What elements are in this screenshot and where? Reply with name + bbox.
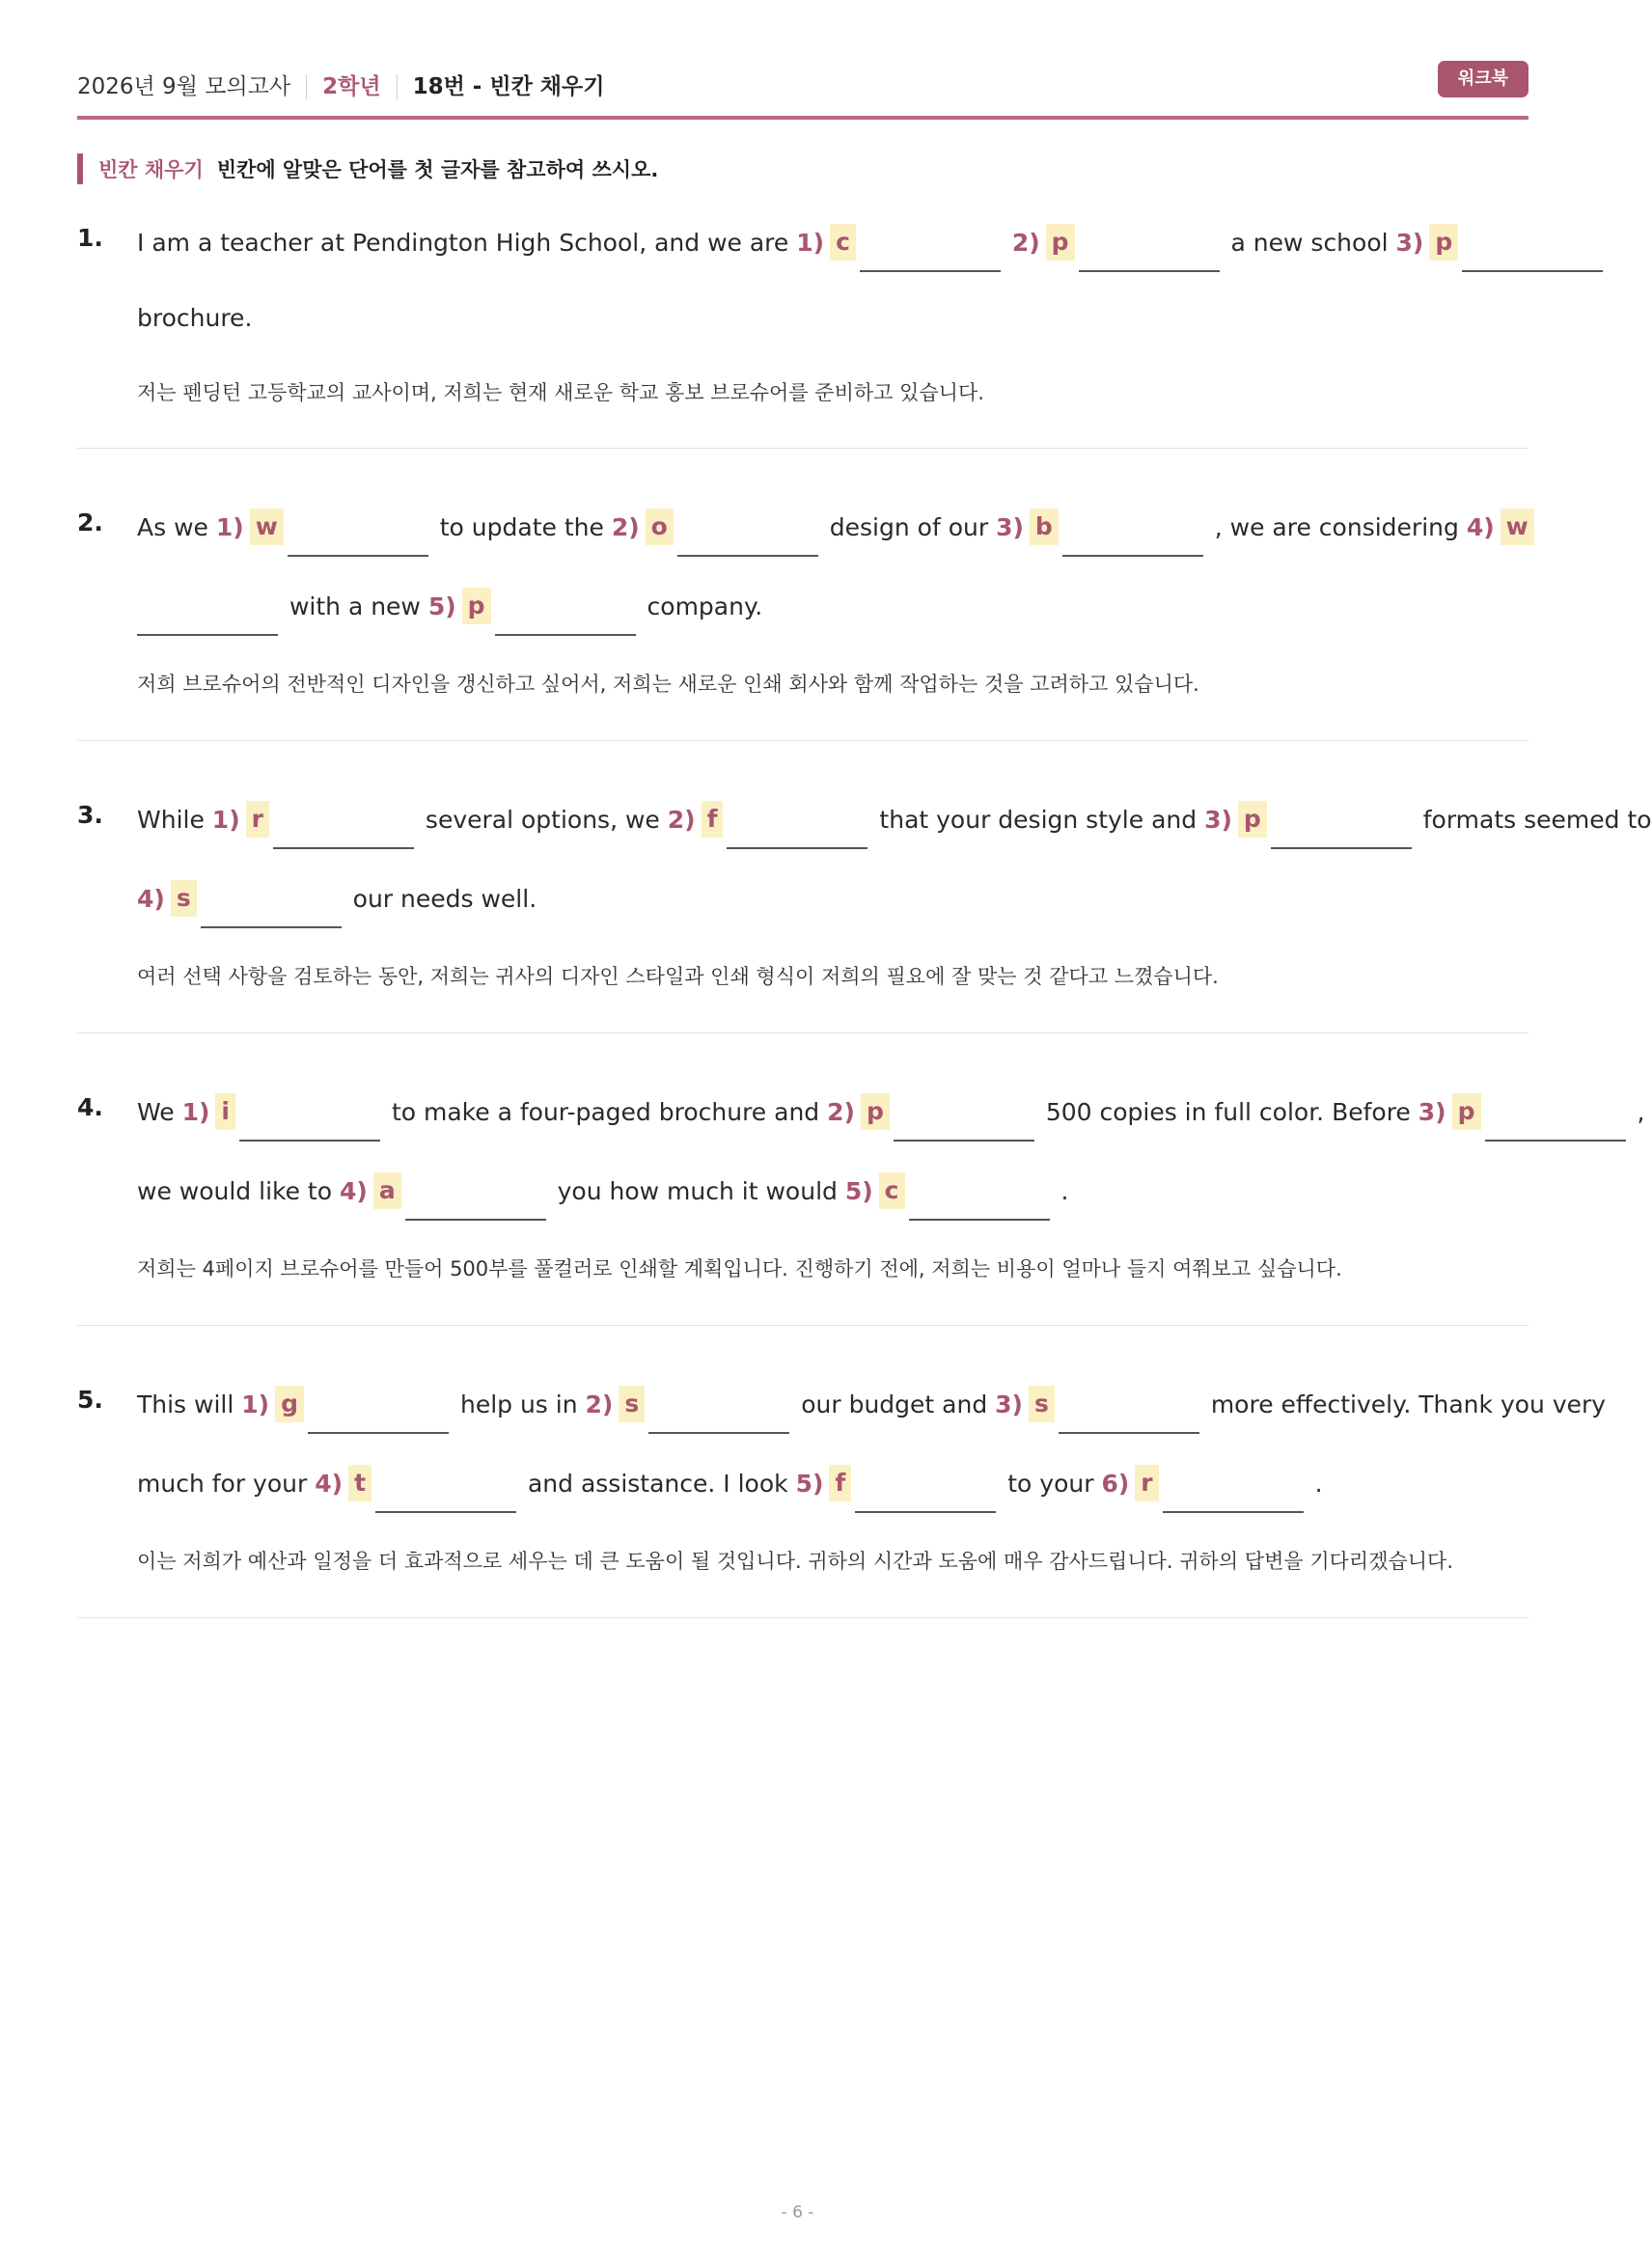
exam-title: 2026년 9월 모의고사 [77, 74, 291, 99]
answer-blank[interactable] [288, 509, 428, 557]
first-letter-hint: o [646, 509, 674, 545]
answer-blank[interactable] [1059, 1386, 1199, 1434]
sentence-text: This will [137, 1390, 234, 1418]
first-letter-hint: c [830, 224, 856, 261]
first-letter-hint: s [171, 880, 197, 917]
sentence-text: . [1314, 1470, 1323, 1498]
first-letter-hint: s [1029, 1386, 1055, 1422]
question-item-2 [77, 509, 1528, 741]
sentence-text: company. [647, 592, 763, 620]
question-line [137, 299, 252, 338]
korean-translation: 저희는 4페이지 브로슈어를 만들어 500부를 풀컬러로 인쇄할 계획입니다. 진행하기 전에, 저희는 비용이 얼마나 들지 여쭤보고 싶습니다. [137, 1257, 1342, 1280]
blank-marker: 5) [427, 592, 456, 620]
question-line [137, 880, 537, 928]
question-item-3 [77, 801, 1652, 1033]
sentence-text: We [137, 1098, 175, 1126]
sentence-text: our needs well. [352, 885, 537, 913]
sentence-text: As we [137, 513, 208, 541]
first-letter-hint: i [215, 1093, 235, 1130]
sentence-text: more effectively. Thank you very [1210, 1390, 1607, 1418]
answer-blank[interactable] [1271, 801, 1412, 849]
answer-blank[interactable] [239, 1093, 380, 1142]
answer-blank[interactable] [1062, 509, 1203, 557]
question-line [137, 801, 1652, 849]
workbook-badge: 워크북 [1438, 61, 1528, 97]
answer-blank[interactable] [909, 1172, 1050, 1221]
answer-blank[interactable] [677, 509, 818, 557]
answer-blank[interactable] [1163, 1465, 1304, 1513]
first-letter-hint: p [1429, 224, 1458, 261]
blank-marker: 2) [1011, 229, 1040, 257]
blank-marker: 3) [1204, 806, 1232, 834]
question-item-4 [77, 1093, 1645, 1326]
page-header [77, 58, 1528, 120]
sentence-text: help us in [459, 1390, 578, 1418]
sentence-text: much for your [137, 1470, 308, 1498]
first-letter-hint: a [373, 1172, 401, 1209]
blank-marker: 6) [1101, 1470, 1130, 1498]
answer-blank[interactable] [405, 1172, 546, 1221]
question-line [137, 224, 1607, 272]
blank-marker: 3) [996, 513, 1024, 541]
first-letter-hint: r [246, 801, 269, 838]
question-number: 3. [77, 801, 103, 829]
answer-blank[interactable] [137, 588, 278, 636]
blank-marker: 3) [1418, 1098, 1446, 1126]
first-letter-hint: p [861, 1093, 890, 1130]
header-divider [397, 74, 398, 99]
first-letter-hint: b [1030, 509, 1059, 545]
first-letter-hint: p [1046, 224, 1075, 261]
question-line [133, 588, 762, 636]
instruction-bar [77, 153, 658, 184]
sentence-text: brochure. [137, 304, 253, 332]
question-item-1 [77, 224, 1528, 449]
answer-blank[interactable] [894, 1093, 1034, 1142]
blank-marker: 2) [585, 1390, 614, 1418]
blank-marker: 5) [844, 1177, 873, 1205]
answer-blank[interactable] [648, 1386, 789, 1434]
sentence-text: that your design style and [879, 806, 1198, 834]
first-letter-hint: t [348, 1465, 372, 1501]
header-breadcrumb [77, 69, 604, 104]
answer-blank[interactable] [1462, 224, 1603, 272]
question-number: 2. [77, 509, 103, 537]
first-letter-hint: r [1135, 1465, 1158, 1501]
question-number: 5. [77, 1386, 103, 1414]
sentence-text: While [137, 806, 205, 834]
question-line [137, 1465, 1323, 1513]
blank-marker: 5) [795, 1470, 824, 1498]
sentence-text: . [1060, 1177, 1069, 1205]
sentence-text: and assistance. I look [527, 1470, 788, 1498]
question-item-5 [77, 1386, 1607, 1618]
first-letter-hint: p [462, 588, 491, 624]
question-line [137, 1386, 1606, 1434]
topic-title: 18번 - 빈칸 채우기 [412, 74, 605, 99]
blank-marker: 1) [215, 513, 244, 541]
answer-blank[interactable] [860, 224, 1001, 272]
answer-blank[interactable] [273, 801, 414, 849]
korean-translation: 저희 브로슈어의 전반적인 디자인을 갱신하고 싶어서, 저희는 새로운 인쇄 회사와 함께 작업하는 것을 고려하고 있습니다. [137, 673, 1199, 696]
sentence-text: you how much it would [557, 1177, 838, 1205]
korean-translation: 여러 선택 사항을 검토하는 동안, 저희는 귀사의 디자인 스타일과 인쇄 형식이 저희의 필요에 잘 맞는 것 같다고 느꼈습니다. [137, 965, 1219, 988]
grade-label: 2학년 [322, 74, 381, 99]
blank-marker: 1) [181, 1098, 210, 1126]
korean-translation: 이는 저희가 예산과 일정을 더 효과적으로 세우는 데 큰 도움이 될 것입니다. 귀하의 시간과 도움에 매우 감사드립니다. 귀하의 답변을 기다리겠습니다. [137, 1550, 1454, 1573]
answer-blank[interactable] [201, 880, 342, 928]
answer-blank[interactable] [855, 1465, 996, 1513]
question-line [137, 1093, 1644, 1142]
blank-marker: 4) [137, 885, 165, 913]
blank-marker: 3) [1395, 229, 1424, 257]
first-letter-hint: c [879, 1172, 905, 1209]
first-letter-hint: w [1501, 509, 1534, 545]
first-letter-hint: f [702, 801, 724, 838]
sentence-text: design of our [829, 513, 989, 541]
sentence-text: with a new [289, 592, 421, 620]
sentence-text: we would like to [137, 1177, 333, 1205]
korean-translation: 저는 펜딩턴 고등학교의 교사이며, 저희는 현재 새로운 학교 홍보 브로슈어를 준비하고 있습니다. [137, 381, 984, 404]
sentence-text: 500 copies in full color. Before [1045, 1098, 1411, 1126]
sentence-text: to update the [439, 513, 604, 541]
sentence-text: to make a four-paged brochure and [391, 1098, 820, 1126]
first-letter-hint: s [619, 1386, 645, 1422]
instruction-tag: 빈칸 채우기 [98, 158, 204, 181]
blank-marker: 2) [611, 513, 640, 541]
sentence-text: , [1637, 1098, 1645, 1126]
answer-blank[interactable] [495, 588, 636, 636]
answer-blank[interactable] [308, 1386, 449, 1434]
blank-marker: 4) [339, 1177, 368, 1205]
blank-marker: 1) [796, 229, 825, 257]
instruction-text: 빈칸에 알맞은 단어를 첫 글자를 참고하여 쓰시오. [216, 158, 659, 181]
first-letter-hint: w [250, 509, 284, 545]
sentence-text: , we are considering [1214, 513, 1459, 541]
answer-blank[interactable] [1079, 224, 1220, 272]
first-letter-hint: p [1452, 1093, 1481, 1130]
answer-blank[interactable] [727, 801, 867, 849]
question-line [137, 1172, 1068, 1221]
sentence-text: several options, we [425, 806, 660, 834]
blank-marker: 2) [667, 806, 696, 834]
sentence-text: our budget and [801, 1390, 988, 1418]
page-number: - 6 - [781, 2203, 814, 2222]
first-letter-hint: f [829, 1465, 851, 1501]
first-letter-hint: p [1238, 801, 1267, 838]
question-line [137, 509, 1534, 557]
blank-marker: 1) [241, 1390, 270, 1418]
question-number: 4. [77, 1093, 103, 1121]
blank-marker: 3) [995, 1390, 1023, 1418]
sentence-text: a new school [1230, 229, 1389, 257]
sentence-text: formats seemed to [1422, 806, 1652, 834]
sentence-text: to your [1007, 1470, 1094, 1498]
question-number: 1. [77, 224, 103, 252]
first-letter-hint: g [275, 1386, 304, 1422]
header-divider [306, 74, 307, 99]
answer-blank[interactable] [1485, 1093, 1626, 1142]
blank-marker: 4) [315, 1470, 344, 1498]
blank-marker: 2) [827, 1098, 855, 1126]
blank-marker: 4) [1466, 513, 1495, 541]
blank-marker: 1) [211, 806, 240, 834]
sentence-text: I am a teacher at Pendington High School, and we are [137, 229, 789, 257]
answer-blank[interactable] [375, 1465, 516, 1513]
